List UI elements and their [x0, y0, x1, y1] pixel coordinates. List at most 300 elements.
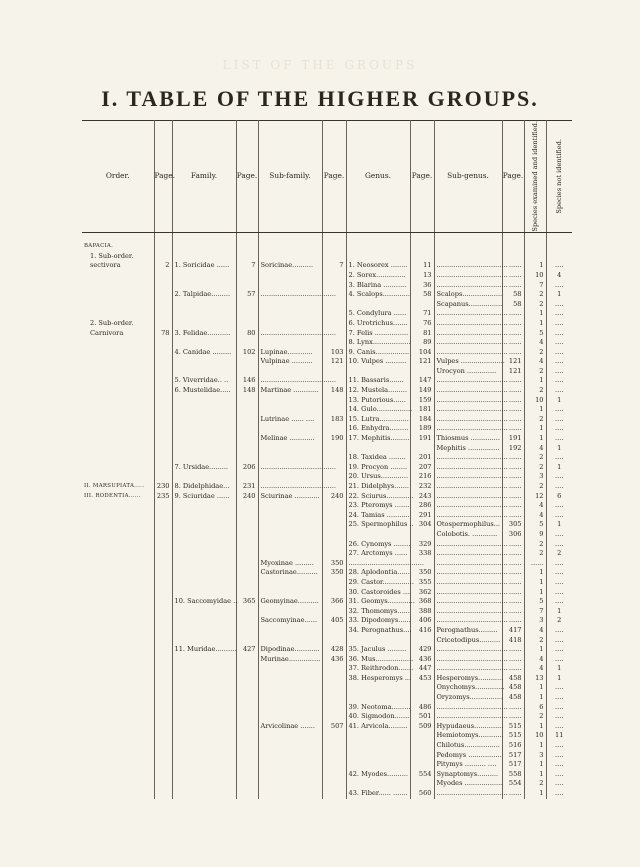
header-genus: Genus.: [346, 121, 410, 233]
cell-family-page: [236, 616, 258, 626]
cell-genus-page: [410, 779, 434, 789]
cell-subgenus: ..................................: [434, 616, 502, 626]
cell-genus-page: 58: [410, 290, 434, 300]
cell-family-page: [236, 540, 258, 550]
cell-family-page: [236, 760, 258, 770]
cell-species-not-identified: ....: [555, 645, 564, 654]
cell-subgenus: Colobotis. ............: [434, 530, 502, 540]
cell-subgenus: ..................................: [434, 712, 502, 722]
cell-family-page: [236, 549, 258, 559]
cell-genus: 35. Jaculus .........: [346, 645, 410, 655]
cell-species-examined: 1: [524, 760, 546, 770]
cell-subfamily: [258, 549, 322, 559]
cell-subgenus: ..................................: [434, 348, 502, 358]
cell-species-not-identified: ....: [555, 577, 564, 586]
cell-species-examined: 3: [524, 616, 546, 626]
cell-family: [172, 357, 236, 367]
cell-subfamily: [258, 751, 322, 761]
cell-subfamily-page: [322, 578, 346, 588]
cell-order-page: [154, 588, 172, 598]
cell-subfamily-page: [322, 232, 346, 242]
table-row: [82, 511, 572, 521]
table-header-row: [82, 121, 572, 233]
cell-order: [82, 760, 154, 770]
cell-species-examined: 1: [524, 789, 546, 799]
cell-species-not-identified: ....: [555, 453, 564, 462]
cell-order-page: [154, 281, 172, 291]
cell-family: [172, 281, 236, 291]
cell-subgenus: Hypudaeus..............: [434, 722, 502, 732]
cell-species-examined: [524, 232, 546, 242]
table-row: [82, 626, 572, 636]
cell-order: 2. Sub-order.: [82, 319, 154, 329]
cell-subgenus-page: 121: [502, 357, 524, 367]
cell-subgenus-page: [502, 232, 524, 242]
cell-subfamily: Lupinae............: [258, 348, 322, 358]
cell-subfamily-page: [322, 424, 346, 434]
cell-order-page: [154, 357, 172, 367]
cell-species-examined: 1: [524, 741, 546, 751]
cell-family: [172, 636, 236, 646]
table-row: [82, 492, 572, 502]
cell-family: [172, 683, 236, 693]
cell-subgenus: ..................................: [434, 482, 502, 492]
cell-subgenus: ..................................: [434, 405, 502, 415]
cell-family: [172, 367, 236, 377]
cell-family-page: [236, 731, 258, 741]
cell-genus-page: 560: [410, 789, 434, 799]
header-species-not-identified-label: Species not identified.: [554, 138, 563, 214]
cell-subgenus-page: 58: [502, 300, 524, 310]
cell-genus: [346, 636, 410, 646]
cell-genus-page: 486: [410, 703, 434, 713]
cell-subfamily: [258, 683, 322, 693]
cell-order-page: [154, 434, 172, 444]
cell-subgenus: Otospermophilus...: [434, 520, 502, 530]
cell-family: 11. Muridae..........: [172, 645, 236, 655]
cell-order-page: [154, 722, 172, 732]
cell-subfamily-page: [322, 588, 346, 598]
cell-subgenus: ..................................: [434, 338, 502, 348]
cell-genus-page: [410, 683, 434, 693]
cell-genus: [346, 300, 410, 310]
table-row: [82, 655, 572, 665]
cell-species-examined: 1: [524, 645, 546, 655]
cell-genus-page: 147: [410, 376, 434, 386]
cell-species-examined: 2: [524, 463, 546, 473]
cell-subgenus-page: ......: [502, 472, 524, 482]
cell-subfamily-page: [322, 444, 346, 454]
cell-subfamily-page: [322, 300, 346, 310]
cell-species-not-identified: 1: [557, 520, 562, 529]
cell-family: [172, 271, 236, 281]
cell-order: [82, 530, 154, 540]
table-row: [82, 540, 572, 550]
cell-order-page: [154, 664, 172, 674]
table-row: [82, 482, 572, 492]
cell-subgenus-page: 458: [502, 674, 524, 684]
cell-genus: 11. Bassaris.......: [346, 376, 410, 386]
table-row: [82, 731, 572, 741]
cell-genus-page: [410, 693, 434, 703]
cell-subfamily-page: [322, 549, 346, 559]
cell-family: [172, 607, 236, 617]
cell-subfamily-page: [322, 626, 346, 636]
header-page: Page.: [410, 121, 434, 233]
table-row: [82, 549, 572, 559]
cell-subfamily: [258, 760, 322, 770]
cell-subfamily: [258, 731, 322, 741]
cell-subfamily-page: 103: [322, 348, 346, 358]
cell-genus-page: [410, 242, 434, 252]
cell-species-examined: 2: [524, 453, 546, 463]
cell-subfamily: [258, 636, 322, 646]
cell-subfamily-page: [322, 511, 346, 521]
cell-order: [82, 357, 154, 367]
cell-subfamily-page: 7: [322, 261, 346, 271]
table-row: [82, 616, 572, 626]
cell-species-examined: 2: [524, 348, 546, 358]
cell-subfamily-page: 507: [322, 722, 346, 732]
table-row: [82, 789, 572, 799]
cell-genus-page: 232: [410, 482, 434, 492]
table-row: [82, 712, 572, 722]
cell-genus: 8. Lynx..................: [346, 338, 410, 348]
faded-header-text: LIST OF THE GROUPS: [222, 58, 418, 72]
cell-order-page: [154, 731, 172, 741]
cell-subgenus-page: ......: [502, 568, 524, 578]
cell-order: [82, 232, 154, 242]
cell-family: [172, 722, 236, 732]
cell-family: 7. Ursidae.........: [172, 463, 236, 473]
cell-genus: 1. Neosorex ........: [346, 261, 410, 271]
cell-family: [172, 568, 236, 578]
cell-species-not-identified: 6: [557, 491, 562, 500]
cell-order: [82, 444, 154, 454]
cell-genus: [346, 252, 410, 262]
cell-subfamily: [258, 252, 322, 262]
cell-genus: 5. Condylura ......: [346, 309, 410, 319]
cell-subgenus: ..................................: [434, 588, 502, 598]
cell-family: [172, 300, 236, 310]
cell-order: [82, 376, 154, 386]
cell-family-page: 80: [236, 329, 258, 339]
cell-genus: 19. Procyon ........: [346, 463, 410, 473]
cell-order: [82, 338, 154, 348]
table-row: [82, 367, 572, 377]
table-row: [82, 329, 572, 339]
cell-genus: [346, 367, 410, 377]
cell-order-page: [154, 444, 172, 454]
cell-subgenus-page: 305: [502, 520, 524, 530]
cell-subgenus: ..................................: [434, 309, 502, 319]
cell-subgenus-page: [502, 242, 524, 252]
cell-order-page: [154, 559, 172, 569]
cell-subfamily-page: 405: [322, 616, 346, 626]
cell-order-page: [154, 789, 172, 799]
cell-genus-page: 121: [410, 357, 434, 367]
cell-family: [172, 664, 236, 674]
cell-subfamily-page: [322, 242, 346, 252]
cell-genus: 15. Lutra..............: [346, 415, 410, 425]
header-page: Page.: [236, 121, 258, 233]
cell-subfamily-page: [322, 367, 346, 377]
cell-species-not-identified: 1: [557, 443, 562, 452]
cell-order-page: [154, 703, 172, 713]
cell-species-examined: 1: [524, 434, 546, 444]
cell-species-not-identified: ....: [555, 789, 564, 797]
table-row: [82, 357, 572, 367]
cell-subgenus-page: 417: [502, 626, 524, 636]
cell-genus-page: 159: [410, 396, 434, 406]
cell-genus: 37. Reithrodon.......: [346, 664, 410, 674]
cell-species-examined: 1: [524, 309, 546, 319]
cell-family-page: [236, 434, 258, 444]
cell-family-page: [236, 319, 258, 329]
cell-subfamily: [258, 424, 322, 434]
cell-order-page: [154, 607, 172, 617]
cell-family: [172, 741, 236, 751]
table-row: [82, 338, 572, 348]
cell-species-examined: 2: [524, 482, 546, 492]
cell-subgenus-page: 515: [502, 731, 524, 741]
cell-subfamily: [258, 779, 322, 789]
cell-species-examined: 1: [524, 693, 546, 703]
cell-order-page: [154, 597, 172, 607]
cell-genus: [346, 444, 410, 454]
cell-genus: 34. Perognathus....: [346, 626, 410, 636]
cell-order: [82, 597, 154, 607]
cell-family-page: [236, 568, 258, 578]
cell-genus: 24. Tamias ...........: [346, 511, 410, 521]
cell-species-not-identified: ....: [555, 568, 564, 577]
table-row: [82, 588, 572, 598]
cell-subgenus: Synaptomys..........: [434, 770, 502, 780]
cell-order: [82, 396, 154, 406]
table-row: [82, 578, 572, 588]
cell-family: [172, 453, 236, 463]
cell-subgenus: ..................................: [434, 655, 502, 665]
cell-genus: 3. Blarina ...........: [346, 281, 410, 291]
cell-family-page: [236, 530, 258, 540]
cell-order: [82, 779, 154, 789]
cell-subfamily: [258, 271, 322, 281]
cell-subgenus: ..................................: [434, 559, 502, 569]
cell-subgenus-page: ......: [502, 492, 524, 502]
cell-species-not-identified: 1: [557, 664, 562, 673]
table-row: [82, 607, 572, 617]
cell-order-page: [154, 511, 172, 521]
cell-genus-page: 13: [410, 271, 434, 281]
cell-subfamily-page: 183: [322, 415, 346, 425]
cell-order: [82, 683, 154, 693]
cell-order: [82, 511, 154, 521]
cell-species-not-identified: ....: [555, 587, 564, 596]
cell-subgenus-page: ......: [502, 329, 524, 339]
cell-order-page: 2: [154, 261, 172, 271]
cell-order: [82, 453, 154, 463]
cell-species-examined: 2: [524, 779, 546, 789]
cell-subgenus: ..................................: [434, 511, 502, 521]
cell-order-page: [154, 741, 172, 751]
cell-subfamily: Geomyinae..........: [258, 597, 322, 607]
cell-genus-page: [410, 636, 434, 646]
cell-species-examined: 4: [524, 501, 546, 511]
cell-subfamily-page: 350: [322, 559, 346, 569]
cell-subgenus: Oryzomys................: [434, 693, 502, 703]
cell-species-not-identified: ....: [555, 501, 564, 510]
table-row: [82, 434, 572, 444]
cell-subgenus-page: ......: [502, 789, 524, 799]
cell-species-examined: 12: [524, 492, 546, 502]
cell-subgenus: ..................................: [434, 261, 502, 271]
cell-species-not-identified: ....: [555, 472, 564, 481]
cell-order: [82, 463, 154, 473]
cell-genus-page: 368: [410, 597, 434, 607]
cell-family-page: [236, 703, 258, 713]
cell-order: [82, 281, 154, 291]
cell-genus: 22. Sciurus.............: [346, 492, 410, 502]
cell-subgenus-page: ......: [502, 588, 524, 598]
cell-species-not-identified: 1: [557, 290, 562, 299]
cell-order-page: [154, 348, 172, 358]
cell-species-not-identified: ....: [555, 280, 564, 289]
cell-subgenus-page: ......: [502, 482, 524, 492]
table-row: [82, 290, 572, 300]
cell-species-not-identified: ....: [555, 328, 564, 337]
cell-order: Carnivora: [82, 329, 154, 339]
cell-subfamily: ....................................: [258, 463, 322, 473]
cell-subfamily: ....................................: [258, 482, 322, 492]
cell-genus: [346, 242, 410, 252]
cell-species-examined: 13: [524, 674, 546, 684]
cell-family-page: [236, 770, 258, 780]
cell-subfamily-page: [322, 741, 346, 751]
cell-species-not-identified: ....: [555, 683, 564, 692]
cell-family: [172, 444, 236, 454]
cell-family: [172, 309, 236, 319]
cell-genus-page: 429: [410, 645, 434, 655]
cell-family: 8. Didelphidae...: [172, 482, 236, 492]
cell-species-examined: 2: [524, 415, 546, 425]
cell-species-not-identified: ....: [555, 702, 564, 711]
cell-genus-page: 338: [410, 549, 434, 559]
cell-order-page: [154, 319, 172, 329]
cell-order-page: [154, 252, 172, 262]
cell-subgenus: ..................................: [434, 789, 502, 799]
cell-family: [172, 242, 236, 252]
cell-genus-page: 362: [410, 588, 434, 598]
cell-subfamily: Soricinae..........: [258, 261, 322, 271]
cell-subgenus-page: 306: [502, 530, 524, 540]
table-row: [82, 751, 572, 761]
cell-species-not-identified: 2: [557, 549, 562, 558]
cell-order: [82, 693, 154, 703]
cell-genus: ....................................: [346, 559, 410, 569]
cell-species-not-identified: ....: [555, 366, 564, 375]
cell-subfamily: [258, 741, 322, 751]
cell-subgenus: ..................................: [434, 329, 502, 339]
cell-subfamily: [258, 367, 322, 377]
cell-subgenus: ..................................: [434, 607, 502, 617]
cell-subgenus-page: ......: [502, 386, 524, 396]
cell-subgenus-page: 558: [502, 770, 524, 780]
cell-order: [82, 731, 154, 741]
cell-subfamily-page: [322, 540, 346, 550]
cell-order-page: [154, 415, 172, 425]
cell-family: [172, 530, 236, 540]
cell-order-page: [154, 549, 172, 559]
cell-order: [82, 607, 154, 617]
cell-order-page: [154, 520, 172, 530]
cell-genus: [346, 741, 410, 751]
cell-species-not-identified: ....: [555, 376, 564, 385]
cell-subfamily-page: 350: [322, 568, 346, 578]
cell-subgenus: Hesperomys............: [434, 674, 502, 684]
header-page: Page.: [502, 121, 524, 233]
cell-species-examined: 10: [524, 396, 546, 406]
cell-subgenus-page: 554: [502, 779, 524, 789]
cell-subfamily: Myoxinae .........: [258, 559, 322, 569]
table-row: [82, 261, 572, 271]
header-page: Page.: [154, 121, 172, 233]
cell-subgenus: Mephitis ...............: [434, 444, 502, 454]
cell-subfamily: [258, 444, 322, 454]
cell-family: 3. Felidae...........: [172, 329, 236, 339]
cell-species-not-identified: ....: [555, 741, 564, 750]
cell-family: [172, 626, 236, 636]
cell-species-not-identified: 2: [557, 616, 562, 625]
cell-order-page: [154, 751, 172, 761]
cell-subfamily-page: [322, 674, 346, 684]
cell-genus: 32. Thomomys......: [346, 607, 410, 617]
cell-subfamily-page: [322, 664, 346, 674]
cell-family: 5. Viverridae.. ..: [172, 376, 236, 386]
cell-family: [172, 770, 236, 780]
cell-family-page: 146: [236, 376, 258, 386]
cell-subgenus-page: ......: [502, 376, 524, 386]
cell-family-page: [236, 453, 258, 463]
header-page: Page.: [322, 121, 346, 233]
cell-family-page: 7: [236, 261, 258, 271]
cell-order: [82, 501, 154, 511]
cell-species-not-identified: ....: [555, 434, 564, 443]
cell-subfamily-page: [322, 501, 346, 511]
cell-subfamily-page: [322, 405, 346, 415]
cell-species-examined: 2: [524, 290, 546, 300]
cell-family: [172, 731, 236, 741]
cell-subgenus-page: ......: [502, 616, 524, 626]
cell-genus: 38. Hesperomys ...: [346, 674, 410, 684]
cell-family-page: [236, 655, 258, 665]
cell-subfamily: [258, 607, 322, 617]
cell-order-page: [154, 578, 172, 588]
cell-subfamily-page: [322, 281, 346, 291]
cell-subfamily: [258, 319, 322, 329]
cell-species-examined: 10: [524, 731, 546, 741]
cell-subgenus: [434, 252, 502, 262]
cell-order: [82, 367, 154, 377]
cell-family-page: [236, 741, 258, 751]
cell-order: [82, 568, 154, 578]
table-row: [82, 597, 572, 607]
cell-family-page: [236, 751, 258, 761]
cell-order-page: [154, 568, 172, 578]
cell-species-not-identified: ....: [555, 510, 564, 519]
cell-subfamily: [258, 453, 322, 463]
cell-species-examined: 1: [524, 319, 546, 329]
cell-subgenus-page: ......: [502, 309, 524, 319]
